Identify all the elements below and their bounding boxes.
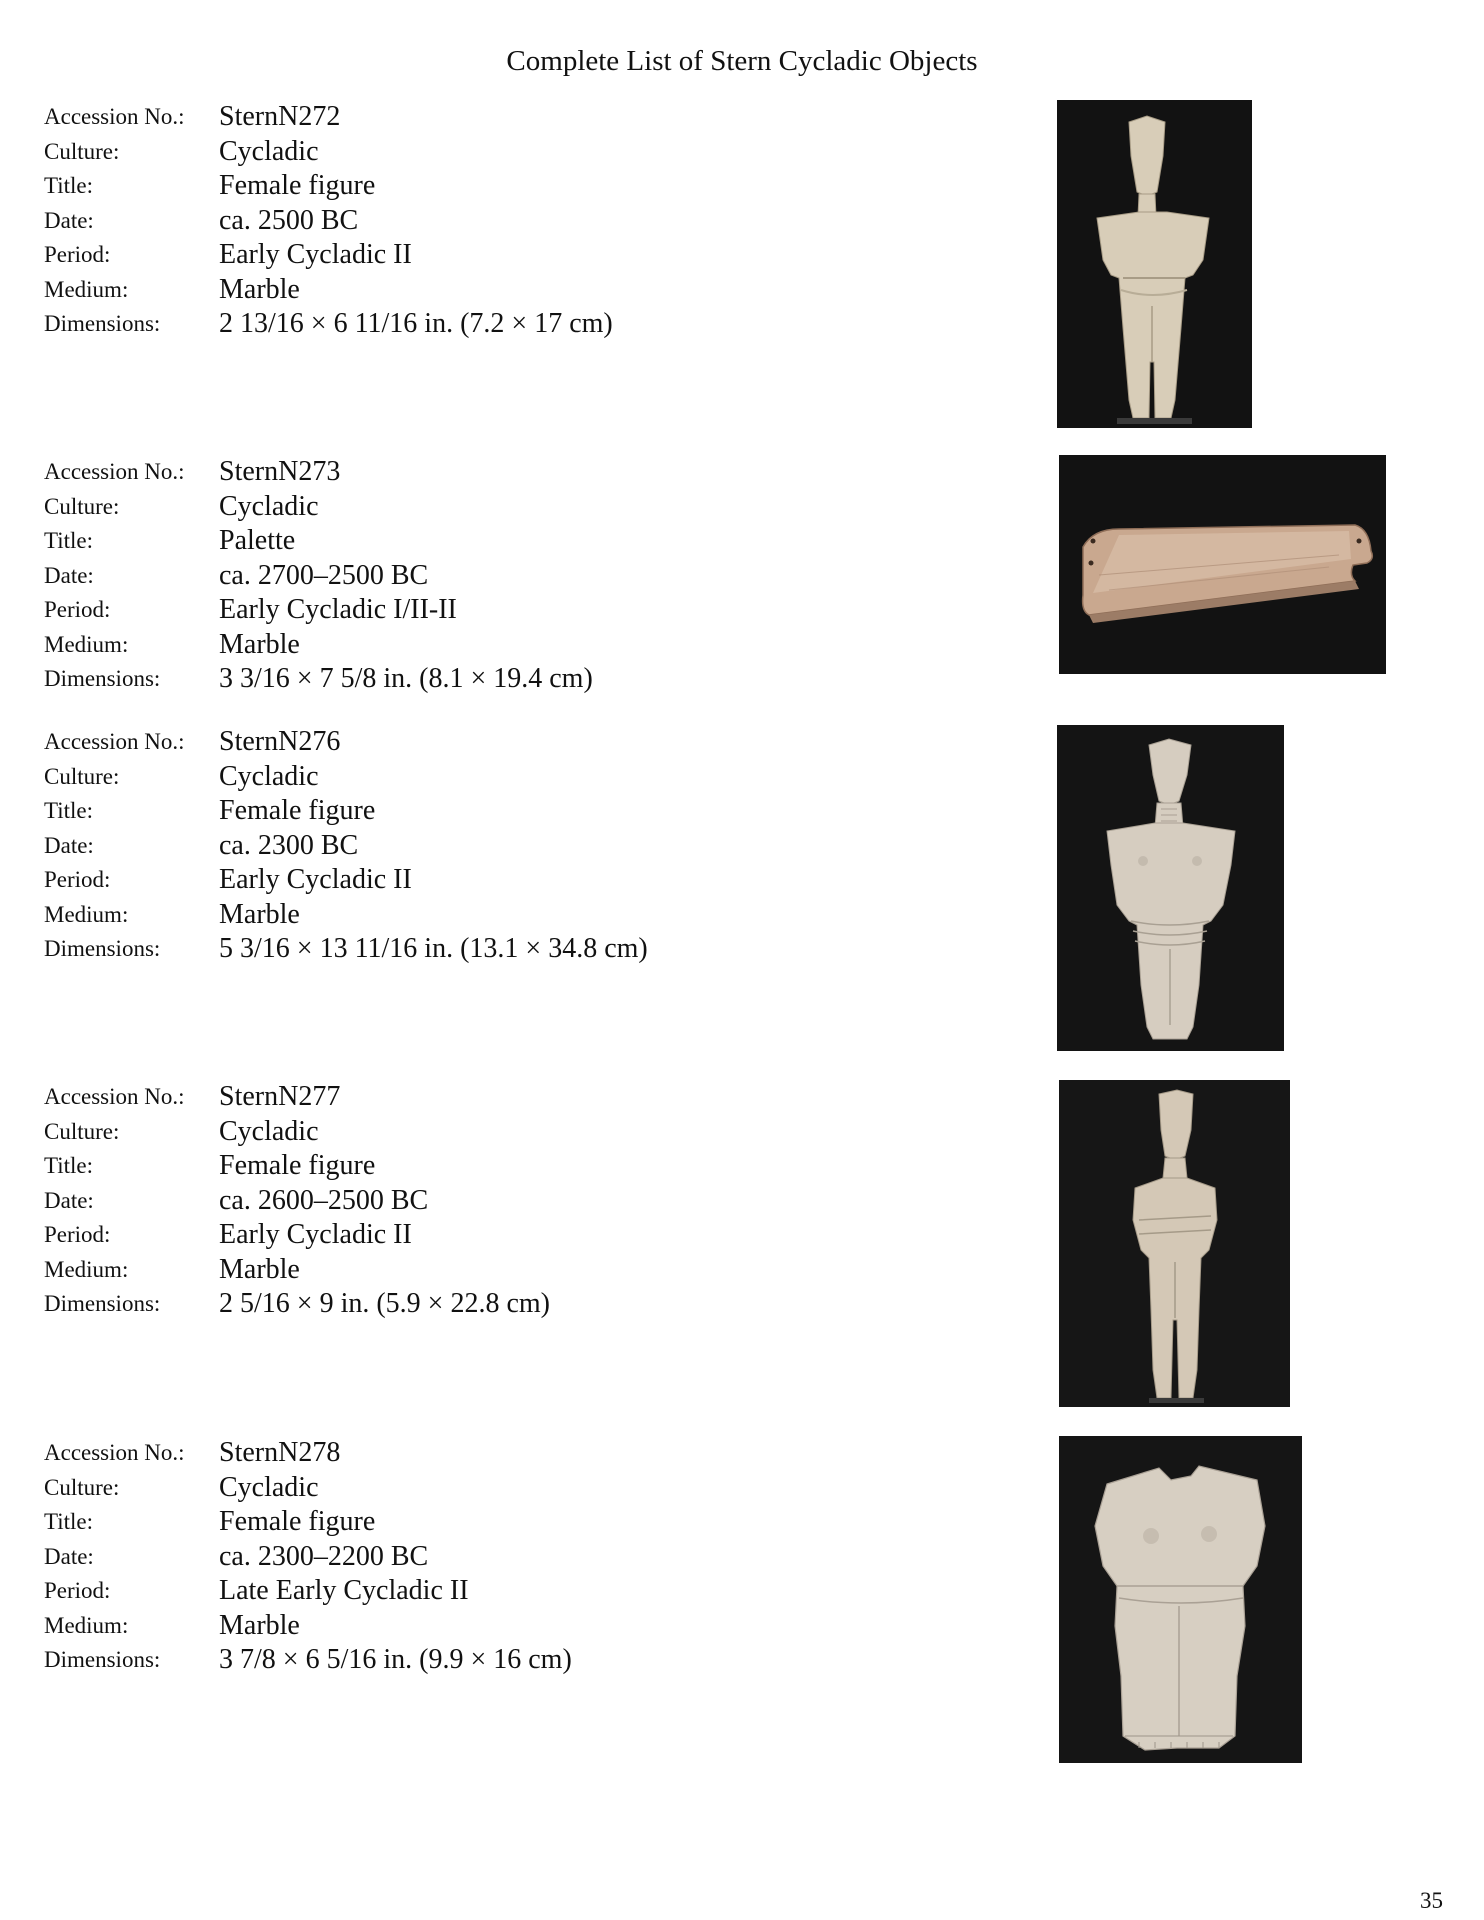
- period-value: Late Early Cycladic II: [219, 1575, 469, 1606]
- accession-label: Accession No.:: [44, 1084, 185, 1109]
- medium-label: Medium:: [44, 1612, 129, 1638]
- period-label: Period:: [44, 242, 111, 267]
- medium-value: Marble: [219, 1609, 300, 1641]
- dimensions-value: 3 7/8 × 6 5/16 in. (9.9 × 16 cm): [219, 1644, 572, 1675]
- object-photo: [1059, 455, 1386, 674]
- dimensions-row: [44, 932, 1004, 967]
- culture-value: Cycladic: [219, 135, 319, 167]
- date-row: [44, 559, 1004, 594]
- culture-label: Culture:: [44, 1474, 120, 1500]
- accession-row: [44, 100, 1004, 135]
- title-label: Title:: [44, 1509, 94, 1534]
- female-figure-photo: [1059, 1080, 1290, 1407]
- culture-label: Culture:: [44, 138, 120, 164]
- catalog-entry: [44, 1436, 1004, 1678]
- date-value: ca. 2700–2500 BC: [219, 559, 429, 591]
- dimensions-value: 3 3/16 × 7 5/8 in. (8.1 × 19.4 cm): [219, 663, 593, 694]
- dimensions-label: Dimensions:: [44, 1291, 161, 1316]
- medium-value: Marble: [219, 273, 300, 305]
- period-label: Period:: [44, 1222, 111, 1247]
- dimensions-label: Dimensions:: [44, 311, 161, 336]
- dimensions-label: Dimensions:: [44, 936, 161, 961]
- date-value: ca. 2300–2200 BC: [219, 1540, 429, 1572]
- dimensions-row: [44, 662, 1004, 697]
- period-label: Period:: [44, 867, 111, 892]
- period-row: [44, 1574, 1004, 1609]
- culture-label: Culture:: [44, 1118, 120, 1144]
- catalog-entry: [44, 725, 1004, 967]
- title-label: Title:: [44, 528, 94, 553]
- period-label: Period:: [44, 597, 111, 622]
- title-value: Female figure: [219, 795, 376, 826]
- accession-label: Accession No.:: [44, 1440, 185, 1465]
- date-row: [44, 829, 1004, 864]
- title-value: Female figure: [219, 1506, 376, 1537]
- culture-label: Culture:: [44, 493, 120, 519]
- date-value: ca. 2300 BC: [219, 829, 359, 861]
- dimensions-value: 5 3/16 × 13 11/16 in. (13.1 × 34.8 cm): [219, 933, 648, 964]
- accession-label: Accession No.:: [44, 104, 185, 129]
- object-photo: [1057, 725, 1284, 1051]
- date-label: Date:: [44, 562, 94, 588]
- page-title: Complete List of Stern Cycladic Objects: [506, 45, 978, 77]
- period-row: [44, 1218, 1004, 1253]
- culture-row: [44, 1471, 1004, 1506]
- accession-row: [44, 455, 1004, 490]
- date-label: Date:: [44, 1187, 94, 1213]
- culture-value: Cycladic: [219, 1471, 319, 1503]
- date-label: Date:: [44, 832, 94, 858]
- period-row: [44, 238, 1004, 273]
- dimensions-row: [44, 307, 1004, 342]
- medium-value: Marble: [219, 1253, 300, 1285]
- culture-row: [44, 135, 1004, 170]
- date-value: ca. 2500 BC: [219, 204, 359, 236]
- title-value: Female figure: [219, 1150, 376, 1181]
- date-value: ca. 2600–2500 BC: [219, 1184, 429, 1216]
- medium-label: Medium:: [44, 631, 129, 657]
- medium-label: Medium:: [44, 901, 129, 927]
- dimensions-label: Dimensions:: [44, 666, 161, 691]
- medium-value: Marble: [219, 628, 300, 660]
- culture-row: [44, 490, 1004, 525]
- culture-row: [44, 1115, 1004, 1150]
- medium-label: Medium:: [44, 276, 129, 302]
- dimensions-row: [44, 1287, 1004, 1322]
- palette-photo: [1059, 455, 1386, 674]
- accession-value: SternN272: [219, 101, 341, 132]
- medium-row: [44, 898, 1004, 933]
- period-value: Early Cycladic II: [219, 864, 412, 895]
- title-row: [44, 1149, 1004, 1184]
- female-figure-photo: [1057, 725, 1284, 1051]
- female-figure-photo: [1057, 100, 1252, 428]
- period-label: Period:: [44, 1578, 111, 1603]
- dimensions-value: 2 13/16 × 6 11/16 in. (7.2 × 17 cm): [219, 308, 613, 339]
- culture-value: Cycladic: [219, 760, 319, 792]
- object-photo: [1059, 1436, 1302, 1763]
- period-value: Early Cycladic II: [219, 239, 412, 270]
- accession-row: [44, 1436, 1004, 1471]
- medium-label: Medium:: [44, 1256, 129, 1282]
- catalog-entry: [44, 1080, 1004, 1322]
- title-label: Title:: [44, 173, 94, 198]
- medium-row: [44, 1253, 1004, 1288]
- accession-value: SternN278: [219, 1437, 341, 1468]
- catalog-entry: [44, 455, 1004, 697]
- medium-row: [44, 273, 1004, 308]
- date-label: Date:: [44, 1543, 94, 1569]
- accession-row: [44, 1080, 1004, 1115]
- accession-label: Accession No.:: [44, 459, 185, 484]
- culture-value: Cycladic: [219, 490, 319, 522]
- title-value: Female figure: [219, 170, 376, 201]
- dimensions-value: 2 5/16 × 9 in. (5.9 × 22.8 cm): [219, 1288, 550, 1319]
- date-row: [44, 1184, 1004, 1219]
- object-photo: [1059, 1080, 1290, 1407]
- accession-value: SternN273: [219, 456, 341, 487]
- title-row: [44, 524, 1004, 559]
- accession-value: SternN276: [219, 726, 341, 757]
- title-row: [44, 1505, 1004, 1540]
- accession-label: Accession No.:: [44, 729, 185, 754]
- date-label: Date:: [44, 207, 94, 233]
- object-photo: [1057, 100, 1252, 428]
- medium-value: Marble: [219, 898, 300, 930]
- period-row: [44, 593, 1004, 628]
- title-value: Palette: [219, 525, 296, 556]
- page-number: 35: [1420, 1888, 1443, 1913]
- date-row: [44, 204, 1004, 239]
- culture-value: Cycladic: [219, 1115, 319, 1147]
- medium-row: [44, 1609, 1004, 1644]
- accession-row: [44, 725, 1004, 760]
- period-value: Early Cycladic I/II-II: [219, 594, 457, 625]
- female-torso-photo: [1059, 1436, 1302, 1763]
- medium-row: [44, 628, 1004, 663]
- culture-label: Culture:: [44, 763, 120, 789]
- period-row: [44, 863, 1004, 898]
- title-label: Title:: [44, 798, 94, 823]
- date-row: [44, 1540, 1004, 1575]
- title-row: [44, 169, 1004, 204]
- accession-value: SternN277: [219, 1081, 341, 1112]
- title-label: Title:: [44, 1153, 94, 1178]
- dimensions-row: [44, 1643, 1004, 1678]
- period-value: Early Cycladic II: [219, 1219, 412, 1250]
- dimensions-label: Dimensions:: [44, 1647, 161, 1672]
- title-row: [44, 794, 1004, 829]
- culture-row: [44, 760, 1004, 795]
- catalog-entry: [44, 100, 1004, 342]
